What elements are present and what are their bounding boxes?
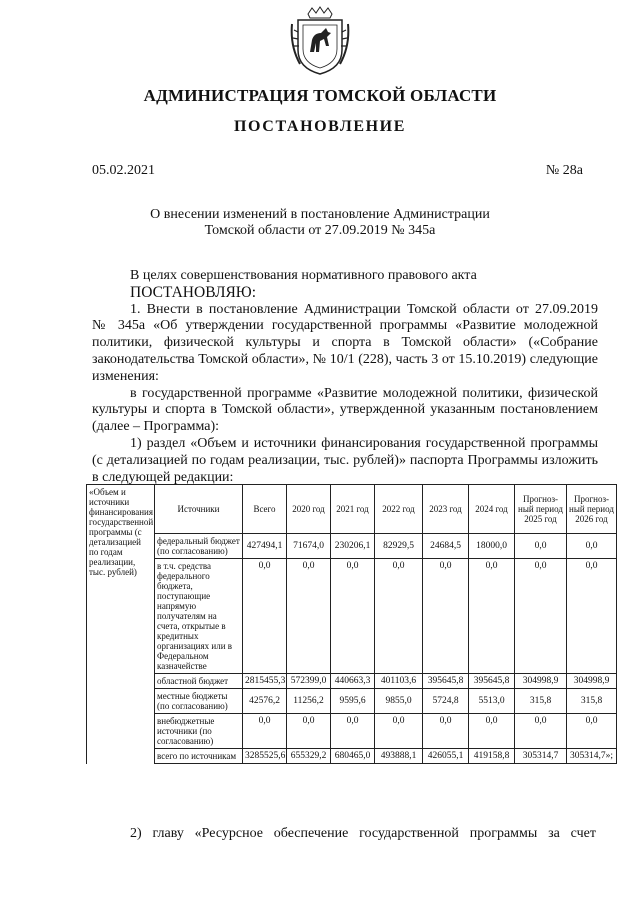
value-cell: 0,0	[567, 534, 617, 559]
value-cell: 2815455,3	[243, 674, 287, 689]
value-cell: 0,0	[331, 559, 375, 674]
value-cell: 395645,8	[423, 674, 469, 689]
value-cell: 440663,3	[331, 674, 375, 689]
value-cell: 42576,2	[243, 689, 287, 714]
document-type: ПОСТАНОВЛЕНИЕ	[234, 118, 406, 135]
value-cell: 9595,6	[331, 689, 375, 714]
table-row	[87, 674, 617, 689]
value-cell: 305314,7»;	[567, 749, 617, 764]
source-cell: федеральный бюджет (по согласованию)	[155, 534, 243, 559]
value-cell: 315,8	[515, 689, 567, 714]
table-row	[87, 534, 617, 559]
value-cell: 0,0	[567, 559, 617, 674]
value-cell: 0,0	[243, 559, 287, 674]
paragraph-section-1: 1) раздел «Объем и источники финансирования государственной программы (с детализацией по годам реализации, тыс. рублей)» паспорта Программы изложить в следующей редакции:	[92, 435, 598, 485]
value-cell: 0,0	[469, 559, 515, 674]
header-cell: 2021 год	[331, 485, 375, 534]
header-cell: 2020 год	[287, 485, 331, 534]
value-cell: 395645,8	[469, 674, 515, 689]
value-cell: 0,0	[423, 714, 469, 749]
table-row	[87, 714, 617, 749]
table-row	[87, 689, 617, 714]
header-cell: Прогноз-ный период 2026 год	[567, 485, 617, 534]
value-cell: 0,0	[287, 714, 331, 749]
table-row	[87, 749, 617, 764]
paragraph-1-first-line: 1. Внести в постановление Администрации Томской области от 27.09.2019	[130, 301, 598, 317]
value-cell: 0,0	[469, 714, 515, 749]
header-cell: Прогноз-ный период 2025 год	[515, 485, 567, 534]
source-cell: внебюджетные источники (по согласованию)	[155, 714, 243, 749]
value-cell: 401103,6	[375, 674, 423, 689]
value-cell: 9855,0	[375, 689, 423, 714]
header-cell: 2024 год	[469, 485, 515, 534]
subject-line-1: О внесении изменений в постановление Администрации	[150, 207, 490, 222]
header-cell: Источники	[155, 485, 243, 534]
value-cell: 71674,0	[287, 534, 331, 559]
coat-of-arms-icon	[290, 6, 350, 78]
document-subject	[120, 207, 520, 239]
decree-word: ПОСТАНОВЛЯЮ:	[130, 283, 257, 301]
value-cell: 5513,0	[469, 689, 515, 714]
document-body	[92, 268, 598, 486]
source-cell: областной бюджет	[155, 674, 243, 689]
value-cell: 572399,0	[287, 674, 331, 689]
value-cell: 493888,1	[375, 749, 423, 764]
value-cell: 0,0	[287, 559, 331, 674]
table-row	[87, 559, 617, 674]
value-cell: 0,0	[515, 714, 567, 749]
paragraph-purpose: В целях совершенствования нормативного правового акта	[130, 268, 477, 283]
value-cell: 680465,0	[331, 749, 375, 764]
subject-line-2: Томской области от 27.09.2019 № 345а	[204, 223, 436, 238]
value-cell: 230206,1	[331, 534, 375, 559]
value-cell: 11256,2	[287, 689, 331, 714]
document-number: № 28а	[545, 163, 583, 178]
financing-table	[86, 484, 617, 764]
value-cell: 3285525,6	[243, 749, 287, 764]
value-cell: 0,0	[375, 714, 423, 749]
value-cell: 655329,2	[287, 749, 331, 764]
value-cell: 18000,0	[469, 534, 515, 559]
header-cell: Всего	[243, 485, 287, 534]
header-cell: 2023 год	[423, 485, 469, 534]
value-cell: 0,0	[567, 714, 617, 749]
value-cell: 82929,5	[375, 534, 423, 559]
value-cell: 0,0	[331, 714, 375, 749]
table-row-label: «Объем и источники финансирования государственной программы (с детализацией по годам реализации, тыс. рублей)	[87, 485, 155, 764]
header-cell: 2022 год	[375, 485, 423, 534]
paragraph-1-rest: № 345а «Об утверждении государственной программы «Развитие молодежной политики, физической культуры и спорта в Томской области» («Собрание законодательства Томской области», № 10/1 (228), часть 3 от 15.10.2019) следующие изменения:	[92, 318, 598, 384]
value-cell: 0,0	[243, 714, 287, 749]
source-cell: в т.ч. средства федерального бюджета, поступающие напрямую получателям на счета, открытые в кредитных организациях или в Федеральном казначействе	[155, 559, 243, 674]
value-cell: 427494,1	[243, 534, 287, 559]
source-cell: местные бюджеты (по согласованию)	[155, 689, 243, 714]
agency-name: АДМИНИСТРАЦИЯ ТОМСКОЙ ОБЛАСТИ	[143, 86, 497, 105]
value-cell: 315,8	[567, 689, 617, 714]
value-cell: 304998,9	[567, 674, 617, 689]
value-cell: 0,0	[423, 559, 469, 674]
document-date: 05.02.2021	[92, 163, 155, 178]
table-header-row	[87, 485, 617, 534]
paragraph-program: в государственной программе «Развитие молодежной политики, физической культуры и спорта в Томской области», утвержденной указанным постановлением (далее – Программа):	[92, 385, 598, 435]
source-cell: всего по источникам	[155, 749, 243, 764]
value-cell: 24684,5	[423, 534, 469, 559]
value-cell: 304998,9	[515, 674, 567, 689]
paragraph-section-2: 2) главу «Ресурсное обеспечение государственной программы за счет	[130, 826, 596, 841]
value-cell: 0,0	[375, 559, 423, 674]
value-cell: 305314,7	[515, 749, 567, 764]
value-cell: 426055,1	[423, 749, 469, 764]
value-cell: 0,0	[515, 534, 567, 559]
value-cell: 0,0	[515, 559, 567, 674]
value-cell: 419158,8	[469, 749, 515, 764]
value-cell: 5724,8	[423, 689, 469, 714]
